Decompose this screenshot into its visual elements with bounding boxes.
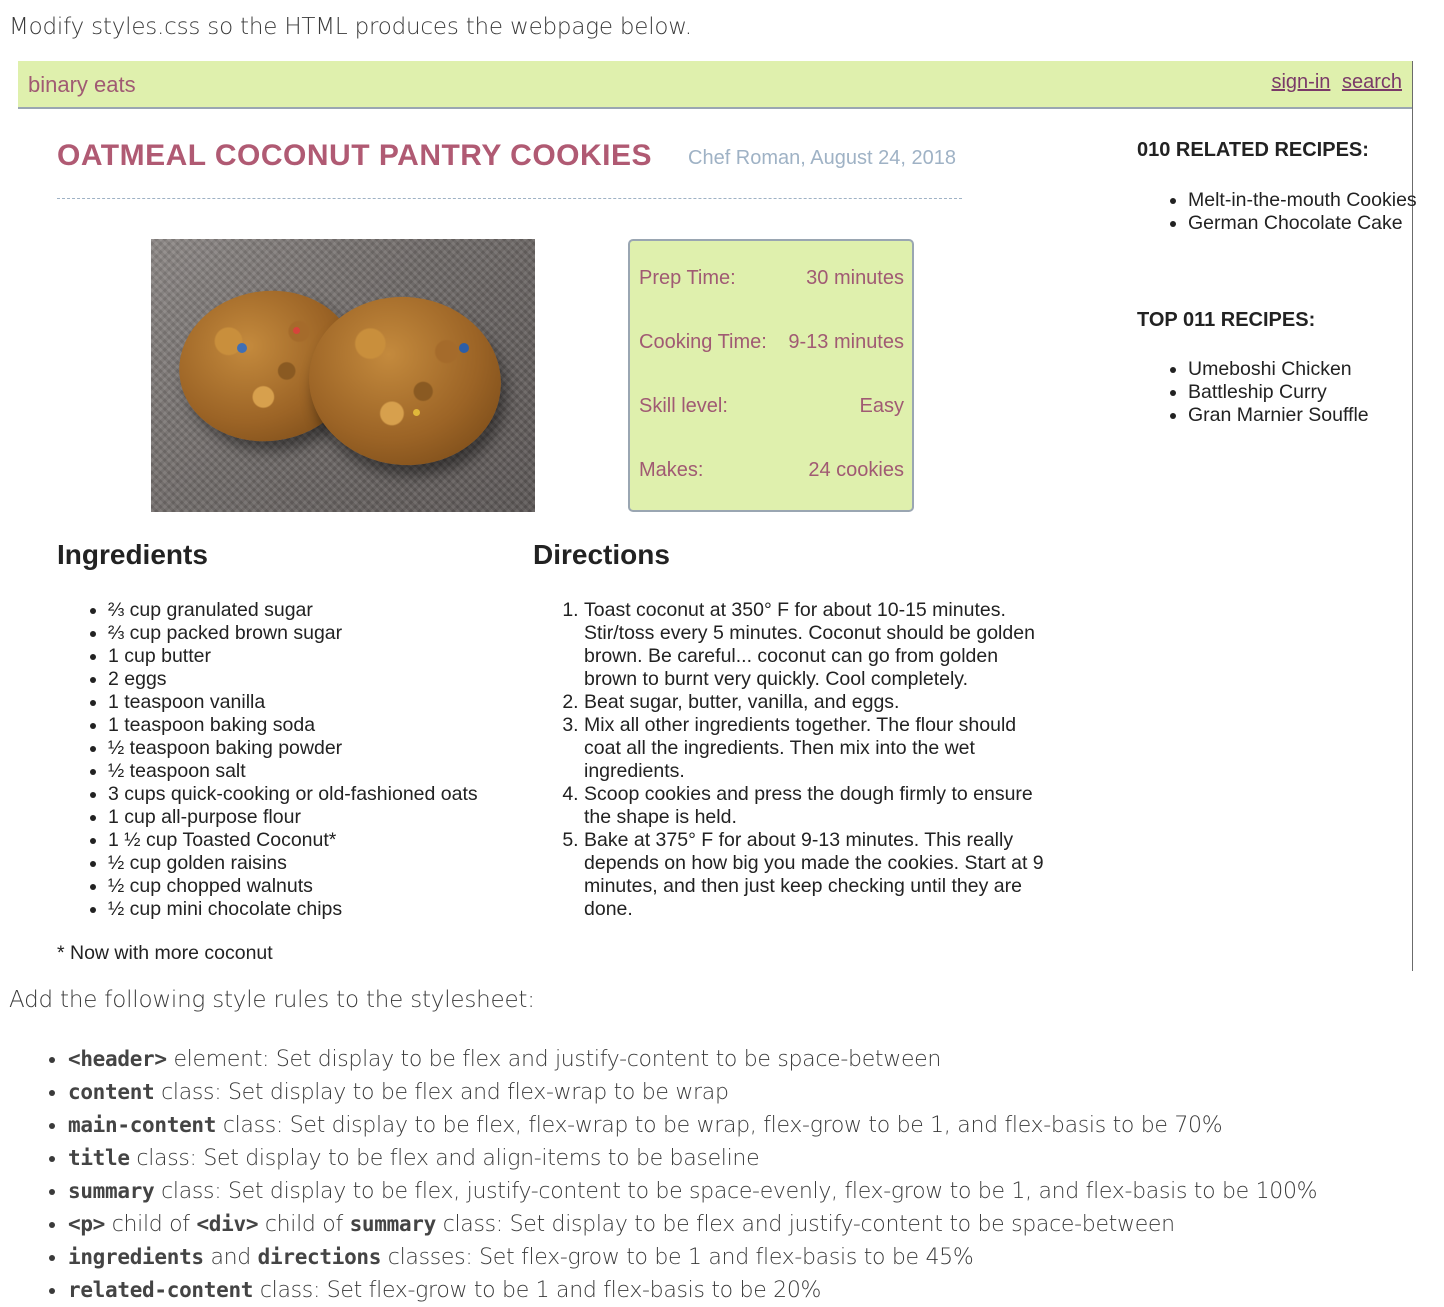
ingredients-heading: Ingredients xyxy=(57,539,208,570)
list-item: • 1 teaspoon vanilla xyxy=(108,691,548,714)
style-rules-list xyxy=(22,1043,1444,1307)
code-snippet: directions xyxy=(257,1245,382,1269)
rule-text: child of xyxy=(105,1212,197,1237)
list-item: • 3 cups quick-cooking or old-fashioned oats xyxy=(108,783,548,806)
code-snippet: <header> xyxy=(68,1047,167,1071)
rule-text: class: Set display to be flex and align-items to be baseline xyxy=(129,1146,760,1171)
list-item: • ⅔ cup granulated sugar xyxy=(108,599,548,622)
code-snippet: content xyxy=(68,1080,155,1104)
code-snippet: <div> xyxy=(196,1212,259,1236)
recipe-byline: Chef Roman, August 24, 2018 xyxy=(688,147,956,169)
title-divider xyxy=(57,198,962,199)
list-item: • ½ cup chopped walnuts xyxy=(108,875,548,898)
list-item: • Gran Marnier Souffle xyxy=(1188,404,1418,427)
rule-text: class: Set display to be flex and flex-wrap to be wrap xyxy=(154,1080,729,1105)
rule-text: class: Set display to be flex, flex-wrap to be wrap, flex-grow to be 1, and flex-basis to be 70% xyxy=(216,1113,1223,1138)
list-item: 2. Beat sugar, butter, vanilla, and eggs. xyxy=(584,691,1044,714)
related-recipes-list xyxy=(1148,189,1418,235)
list-item: • 1 cup butter xyxy=(108,645,548,668)
list-item: • 1 ½ cup Toasted Coconut* xyxy=(108,829,548,852)
code-snippet: <p> xyxy=(68,1212,106,1236)
list-item: • Melt-in-the-mouth Cookies xyxy=(1188,189,1418,212)
code-snippet: ingredients xyxy=(68,1245,204,1269)
candy-dot xyxy=(413,409,420,416)
header-nav xyxy=(1265,71,1402,94)
webpage-preview xyxy=(18,61,1417,971)
list-item xyxy=(68,1142,1444,1175)
list-item xyxy=(68,1076,1444,1109)
top-recipes-list xyxy=(1148,358,1418,427)
code-snippet: title xyxy=(68,1146,130,1170)
site-header xyxy=(18,61,1412,109)
list-item: • German Chocolate Cake xyxy=(1188,212,1418,235)
summary-label: Skill level: xyxy=(639,395,728,417)
summary-label: Cooking Time: xyxy=(639,331,767,353)
summary-value: 9-13 minutes xyxy=(788,331,904,353)
recipe-title: OATMEAL COCONUT PANTRY COOKIES xyxy=(57,139,653,172)
list-item: • Battleship Curry xyxy=(1188,381,1418,404)
search-link[interactable]: search xyxy=(1341,71,1402,93)
rule-text: child of xyxy=(258,1212,350,1237)
list-item: • ½ cup golden raisins xyxy=(108,852,548,875)
list-item: 4. Scoop cookies and press the dough firmly to ensure the shape is held. xyxy=(584,783,1044,829)
instructions-after: Add the following style rules to the stylesheet: xyxy=(9,987,535,1013)
rule-text: class: Set display to be flex, justify-content to be space-evenly, flex-grow to be 1, and flex-basis to be 100% xyxy=(154,1179,1318,1204)
candy-dot xyxy=(459,343,469,353)
rule-text: classes: Set flex-grow to be 1 and flex-basis to be 45% xyxy=(381,1245,974,1270)
summary-value: Easy xyxy=(859,395,904,417)
list-item xyxy=(68,1175,1444,1208)
list-item: • 1 teaspoon baking soda xyxy=(108,714,548,737)
list-item xyxy=(68,1208,1444,1241)
list-item xyxy=(68,1241,1444,1274)
list-item: 3. Mix all other ingredients together. The flour should coat all the ingredients. Then mix into the wet ingredients. xyxy=(584,714,1044,783)
list-item: • 2 eggs xyxy=(108,668,548,691)
summary-row-makes xyxy=(639,459,904,482)
summary-row-skill xyxy=(639,395,904,418)
list-item: • Umeboshi Chicken xyxy=(1188,358,1418,381)
code-snippet: related-content xyxy=(68,1278,254,1302)
list-item: • ⅔ cup packed brown sugar xyxy=(108,622,548,645)
recipe-summary xyxy=(628,239,914,512)
code-snippet: main-content xyxy=(68,1113,217,1137)
ingredients-note: * Now with more coconut xyxy=(57,942,273,964)
candy-dot xyxy=(293,327,300,334)
list-item xyxy=(68,1109,1444,1142)
summary-row-prep xyxy=(639,267,904,290)
list-item: • 1 cup all-purpose flour xyxy=(108,806,548,829)
list-item xyxy=(68,1043,1444,1076)
site-brand: binary eats xyxy=(28,72,136,97)
list-item: • ½ cup mini chocolate chips xyxy=(108,898,548,921)
sign-in-link[interactable]: sign-in xyxy=(1271,71,1331,93)
rule-text: class: Set display to be flex and justify-content to be space-between xyxy=(436,1212,1175,1237)
code-snippet: summary xyxy=(68,1179,155,1203)
summary-label: Makes: xyxy=(639,459,704,481)
top-recipes-heading: TOP 011 RECIPES: xyxy=(1137,309,1316,331)
summary-row-cook xyxy=(639,331,904,354)
rule-text: class: Set flex-grow to be 1 and flex-basis to be 20% xyxy=(253,1278,822,1303)
list-item: 1. Toast coconut at 350° F for about 10-15 minutes. Stir/toss every 5 minutes. Coconut should be golden brown. Be careful... coconut can go from golden brown to burnt very quickly. Cool completely. xyxy=(584,599,1044,691)
related-recipes-heading: 010 RELATED RECIPES: xyxy=(1137,139,1369,161)
list-item: • ½ teaspoon salt xyxy=(108,760,548,783)
ingredients-list xyxy=(66,599,548,921)
cookie-photo xyxy=(151,239,535,512)
directions-list xyxy=(542,599,1044,921)
list-item: • ½ teaspoon baking powder xyxy=(108,737,548,760)
instructions-intro: Modify styles.css so the HTML produces the webpage below. xyxy=(9,14,692,40)
directions-heading: Directions xyxy=(533,539,670,570)
rule-text: element: Set display to be flex and justify-content to be space-between xyxy=(166,1047,942,1072)
summary-label: Prep Time: xyxy=(639,267,736,289)
summary-value: 24 cookies xyxy=(808,459,904,481)
code-snippet: summary xyxy=(349,1212,436,1236)
rule-text: and xyxy=(203,1245,258,1270)
summary-value: 30 minutes xyxy=(806,267,904,289)
candy-dot xyxy=(237,343,247,353)
list-item: 5. Bake at 375° F for about 9-13 minutes. This really depends on how big you made the cookies. Start at 9 minutes, and then just keep checking until they are done. xyxy=(584,829,1044,921)
list-item xyxy=(68,1274,1444,1307)
